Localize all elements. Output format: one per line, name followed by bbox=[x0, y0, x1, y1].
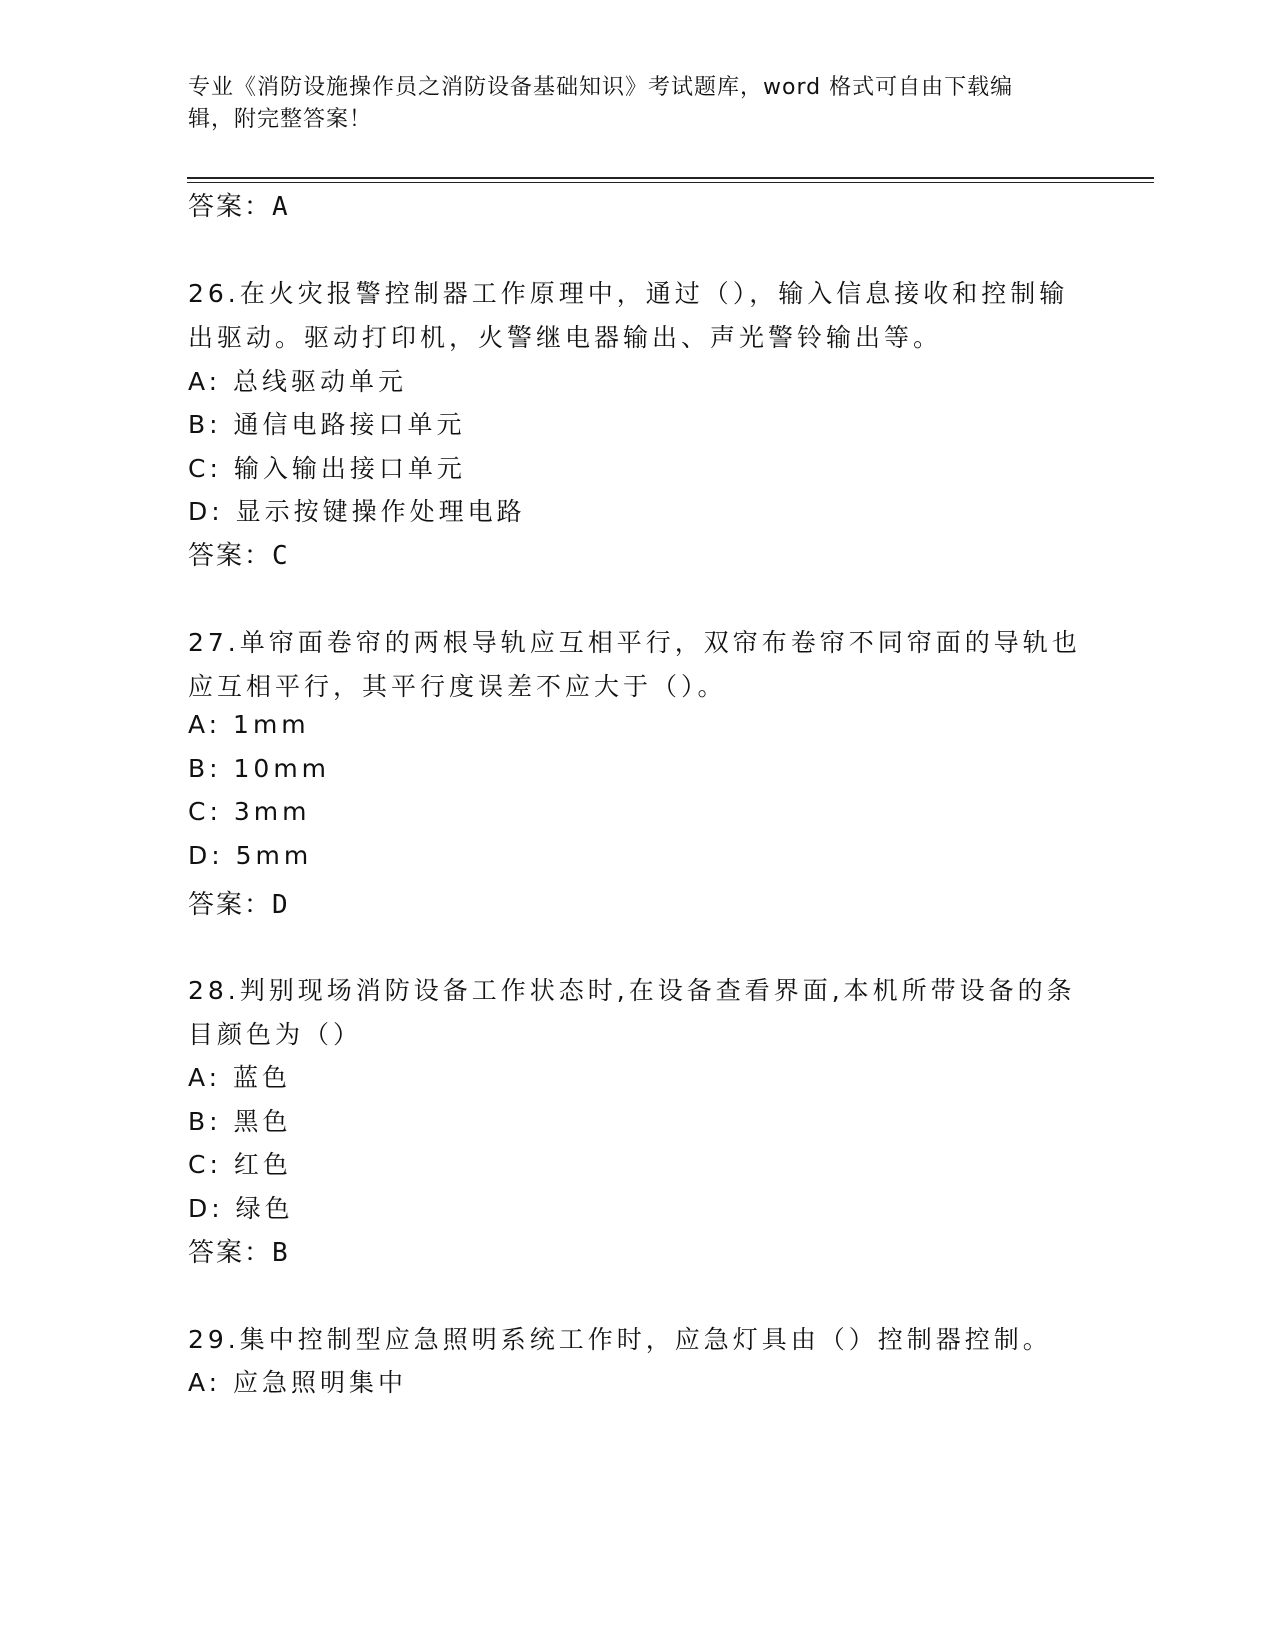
question-28-option-b: B: 黑色 bbox=[188, 1107, 292, 1136]
header-line-2: 辑，附完整答案！ bbox=[188, 107, 373, 132]
question-28-answer bbox=[188, 1232, 290, 1269]
document-header bbox=[188, 72, 1068, 136]
question-28-stem-line-1: 28.判别现场消防设备工作状态时,在设备查看界面,本机所带设备的条 bbox=[188, 976, 1076, 1005]
answer-value: D bbox=[272, 890, 290, 920]
question-26-stem-line-2: 出驱动。驱动打印机，火警继电器输出、声光警铃输出等。 bbox=[188, 323, 943, 352]
question-27-option-a: A: 1mm bbox=[188, 710, 310, 739]
question-29-stem-line-1: 29.集中控制型应急照明系统工作时，应急灯具由（）控制器控制。 bbox=[188, 1325, 1052, 1354]
answer-label: 答案： bbox=[188, 541, 273, 571]
question-27-answer bbox=[188, 884, 290, 921]
question-26-answer bbox=[188, 535, 290, 572]
answer-value: C bbox=[272, 541, 290, 571]
answer-label: 答案： bbox=[188, 890, 273, 920]
question-26-option-c: C: 输入输出接口单元 bbox=[188, 454, 466, 483]
header-divider-thin bbox=[187, 182, 1154, 183]
question-28-option-c: C: 红色 bbox=[188, 1150, 292, 1179]
question-26-stem-line-1: 26.在火灾报警控制器工作原理中，通过（），输入信息接收和控制输 bbox=[188, 279, 1069, 308]
question-27-option-d: D: 5mm bbox=[188, 841, 313, 870]
prev-answer bbox=[188, 186, 290, 223]
question-27-stem-line-1: 27.单帘面卷帘的两根导轨应互相平行，双帘布卷帘不同帘面的导轨也 bbox=[188, 628, 1081, 657]
answer-label: 答案： bbox=[188, 192, 273, 222]
question-26-option-b: B: 通信电路接口单元 bbox=[188, 410, 466, 439]
question-27-option-c: C: 3mm bbox=[188, 797, 311, 826]
question-29-option-a: A: 应急照明集中 bbox=[188, 1368, 408, 1397]
question-26-option-a: A: 总线驱动单元 bbox=[188, 367, 408, 396]
question-28-stem-line-2: 目颜色为（） bbox=[188, 1020, 363, 1049]
answer-value: A bbox=[272, 192, 290, 222]
question-27-stem-line-2: 应互相平行，其平行度误差不应大于（）。 bbox=[188, 672, 727, 701]
answer-label: 答案： bbox=[188, 1238, 273, 1268]
header-divider-thick bbox=[187, 177, 1154, 179]
question-26-option-d: D: 显示按键操作处理电路 bbox=[188, 497, 526, 526]
question-28-option-d: D: 绿色 bbox=[188, 1194, 294, 1223]
header-line-1: 专业《消防设施操作员之消防设备基础知识》考试题库，word 格式可自由下载编 bbox=[188, 75, 1014, 100]
answer-value: B bbox=[272, 1238, 290, 1268]
question-27-option-b: B: 10mm bbox=[188, 754, 331, 783]
question-28-option-a: A: 蓝色 bbox=[188, 1063, 292, 1092]
